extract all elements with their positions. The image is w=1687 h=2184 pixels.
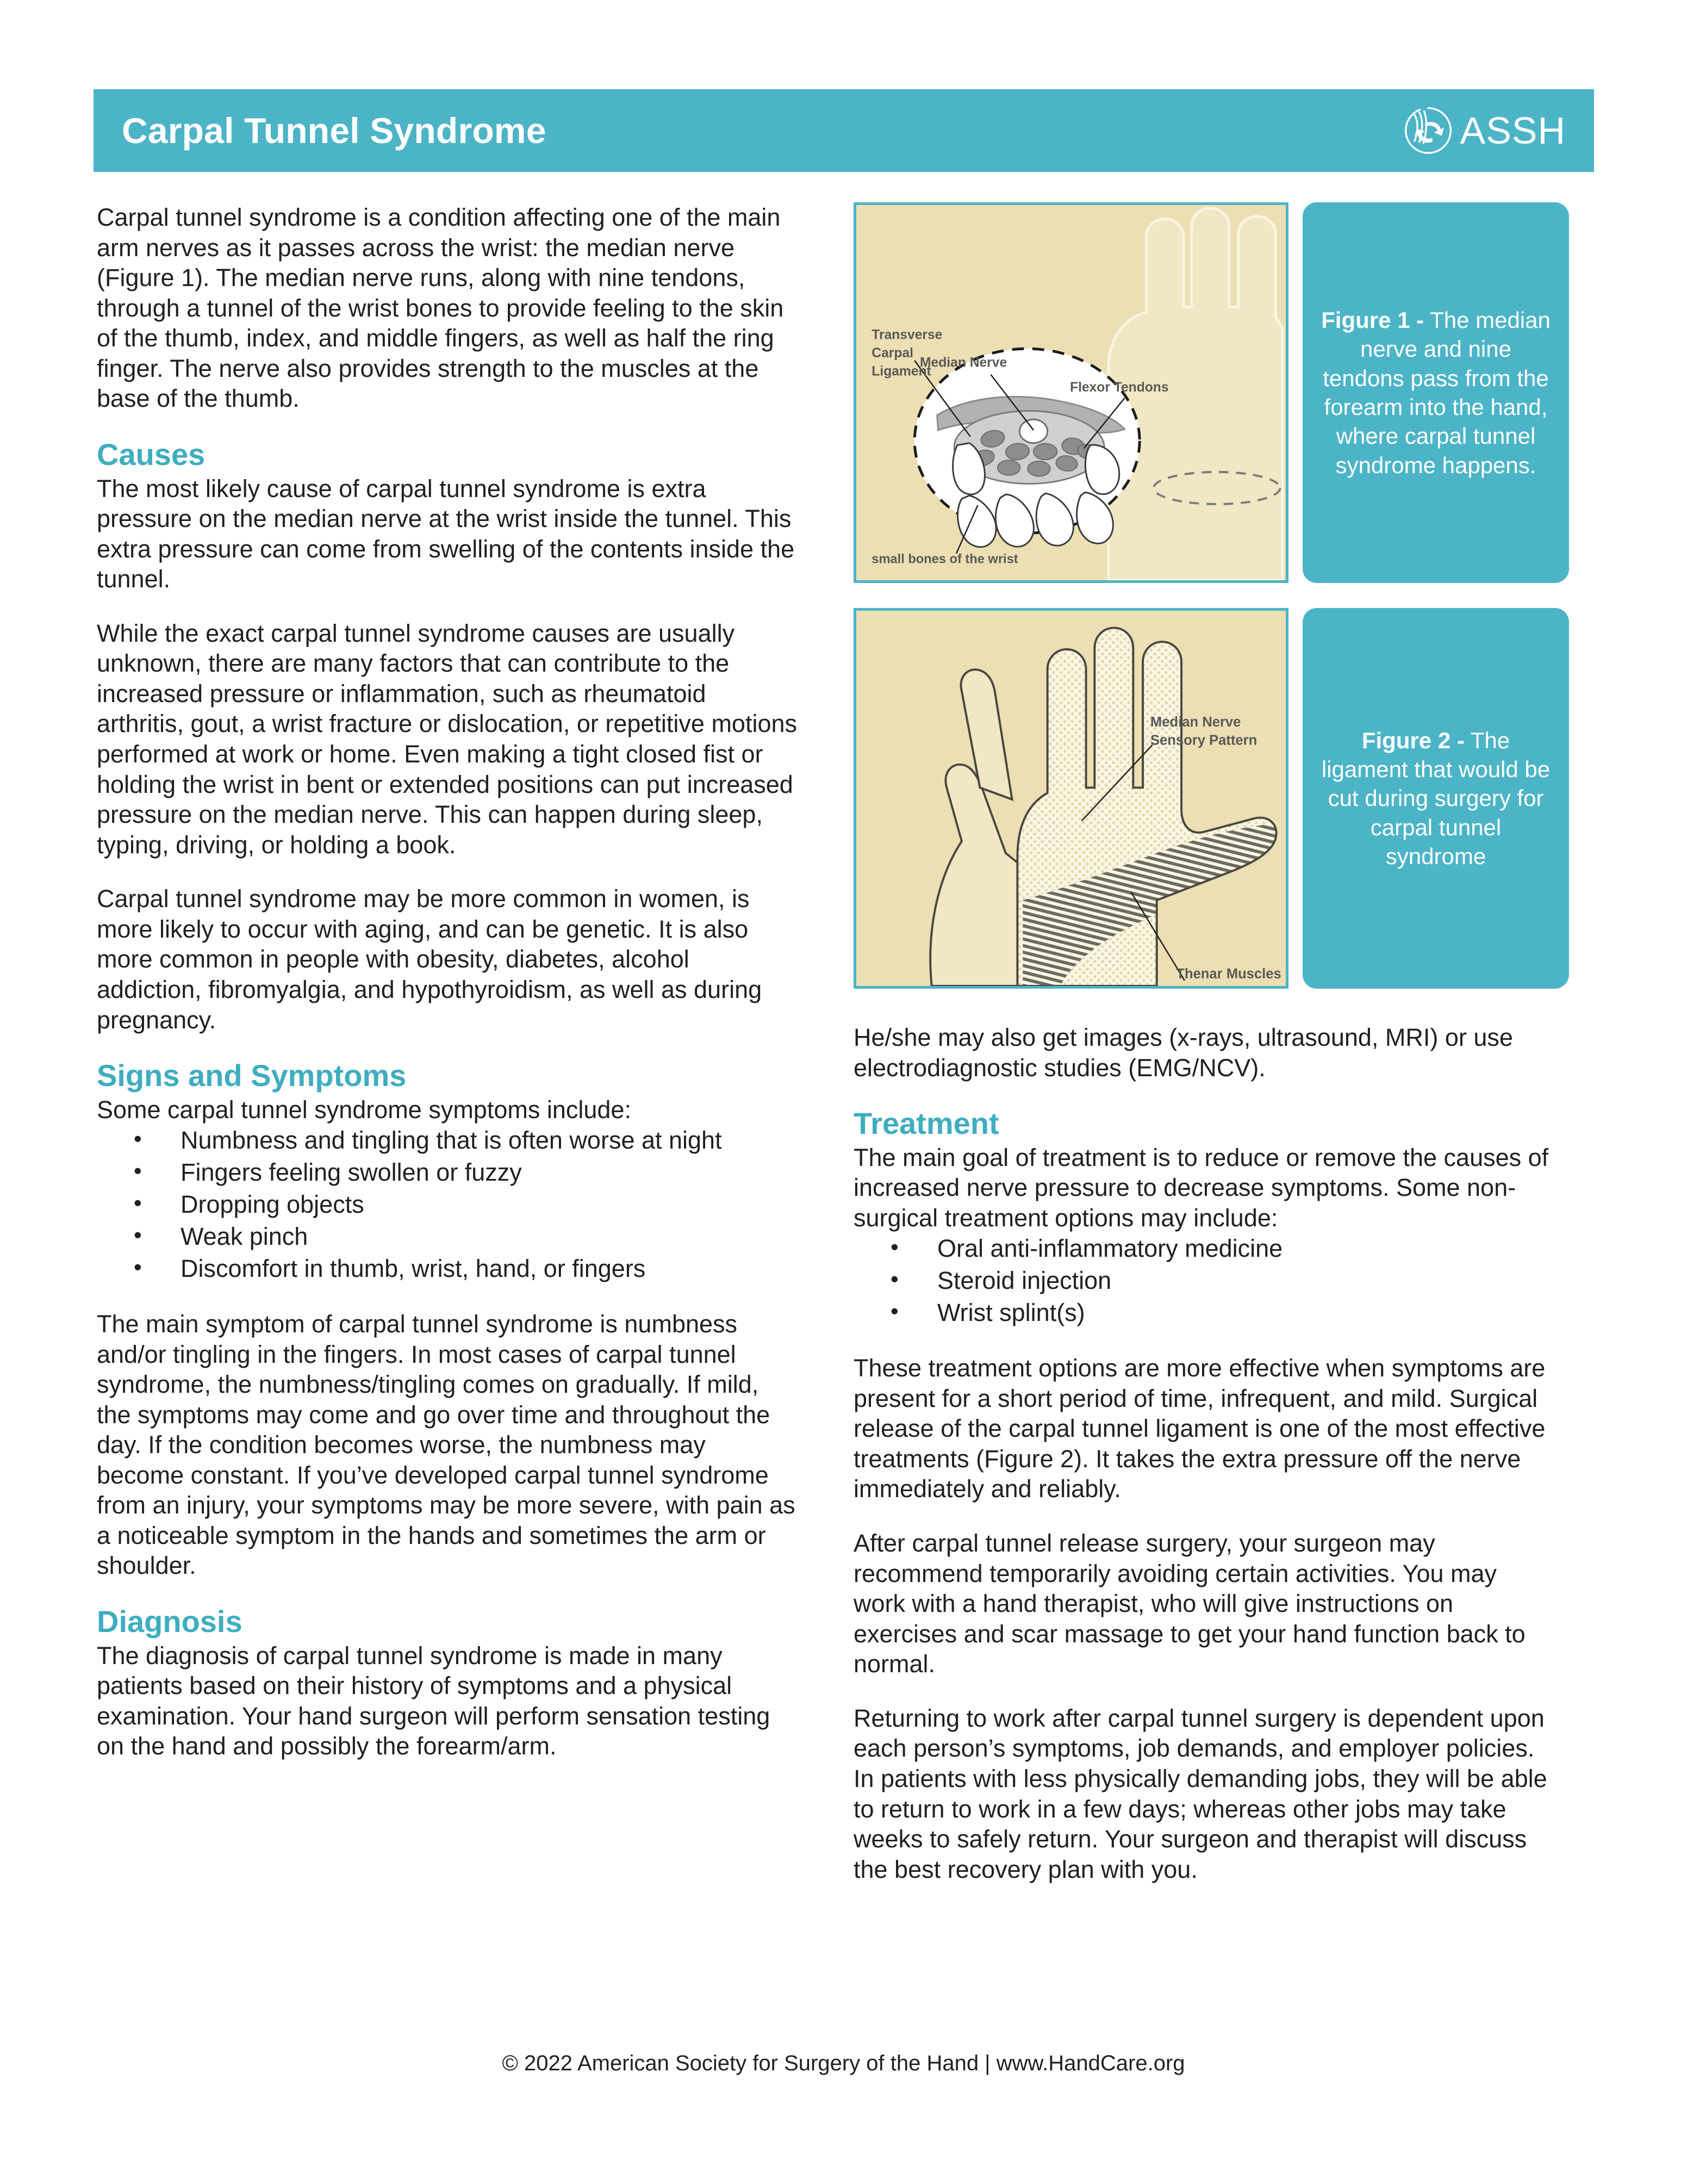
figure-1-label-small-bones: small bones of the wrist	[871, 552, 1018, 567]
treatment-paragraph-2: These treatment options are more effective when symptoms are present for a short period of time, infrequent, and mild. Surgical release of the carpal tunnel ligament is one of the most effective treatments (Figure 2). It takes the extra pressure off the nerve immediately and reliably.	[854, 1354, 1546, 1503]
carpal-tunnel-cross-section-diagram	[856, 205, 1286, 580]
figure-1-caption-text: The median nerve and nine tendons pass from the forearm into the hand, where carpal tunnel syndrome happens.	[1323, 307, 1551, 478]
list-item: • Numbness and tingling that is often worse at night	[97, 1125, 798, 1157]
causes-paragraph-2: While the exact carpal tunnel syndrome causes are usually unknown, there are many factors that can contribute to the increased pressure or inflammation, such as rheumatoid arthritis, gout, a wrist fracture or dislocation, or repetitive motions performed at work or home. Even making a tight closed fist or holding the wrist in bent or extended positions can put increased pressure on the median nerve. This can happen during sleep, typing, driving, or holding a book.	[97, 619, 798, 859]
list-item: • Oral anti-inflammatory medicine	[854, 1233, 1555, 1265]
heading-diagnosis: Diagnosis	[97, 1604, 242, 1639]
symptoms-paragraph: The main symptom of carpal tunnel syndrome is numbness and/or tingling in the fingers. In most cases of carpal tunnel syndrome, the numbness/tingling comes on gradually. If mild, the symptoms may come and go over time and throughout the day. If the condition becomes worse, the numbness may become constant. If you’ve developed carpal tunnel syndrome from an injury, your symptoms may be more severe, with pain as a noticeable symptom in the hands and sometimes the arm or shoulder.	[97, 1310, 795, 1580]
figure-2-caption-label: Figure 2 -	[1361, 727, 1465, 753]
treatment-paragraph-3: After carpal tunnel release surgery, your surgeon may recommend temporarily avoiding certain activities. You may work with a hand therapist, who will give instructions on exercises and scar massage to get your hand function back to normal.	[854, 1529, 1526, 1678]
causes-paragraph-1: The most likely cause of carpal tunnel syndrome is extra pressure on the median nerve at the wrist inside the tunnel. This extra pressure can come from swelling of the contents inside the tunnel.	[97, 474, 795, 593]
figure-2-label-median-nerve-line2: Sensory Pattern	[1150, 733, 1258, 748]
figure-1-label-transverse-line3: Ligament	[871, 364, 931, 379]
diagnosis-paragraph: The diagnosis of carpal tunnel syndrome is made in many patients based on their history of symptoms and a physical examination. Your hand surgeon will perform sensation testing on the hand and possibly the forearm/arm.	[97, 1641, 770, 1760]
figure-1-row	[854, 202, 1569, 583]
causes-paragraph-3: Carpal tunnel syndrome may be more common in women, is more likely to occur with aging, and can be genetic. It is also more common in people with obesity, diabetes, alcohol addiction, fibromyalgia, and hypothyroidism, as well as during pregnancy.	[97, 885, 762, 1034]
figure-2-label-median-nerve-line1: Median Nerve	[1150, 714, 1241, 730]
figure-2-row	[854, 608, 1569, 989]
figure-1-label-flexor-tendons: Flexor Tendons	[1070, 380, 1169, 395]
symptoms-list	[97, 1125, 798, 1285]
assh-logo	[1402, 104, 1566, 157]
diagnosis-continued-paragraph: He/she may also get images (x-rays, ultrasound, MRI) or use electrodiagnostic studies (EMG/NCV).	[854, 1023, 1513, 1082]
figure-1-label-median-nerve: Median Nerve	[920, 355, 1007, 370]
right-column	[854, 1022, 1555, 1908]
left-column	[97, 202, 798, 1785]
heading-signs-and-symptoms: Signs and Symptoms	[97, 1058, 407, 1093]
list-item: • Discomfort in thumb, wrist, hand, or fingers	[97, 1253, 798, 1285]
heading-causes: Causes	[97, 437, 206, 471]
page-header	[94, 89, 1594, 172]
symptoms-lead: Some carpal tunnel syndrome symptoms include:	[97, 1095, 631, 1124]
list-item: • Steroid injection	[854, 1265, 1555, 1297]
page-footer: © 2022 American Society for Surgery of the Hand | www.HandCare.org	[502, 2051, 1185, 2075]
figure-2-caption-text: The ligament that would be cut during surgery for carpal tunnel syndrome	[1321, 727, 1551, 869]
median-nerve-sensory-pattern-diagram	[856, 611, 1286, 986]
treatment-list	[854, 1233, 1555, 1329]
figure-2-caption	[1303, 608, 1569, 989]
assh-swirl-icon	[1402, 104, 1454, 157]
list-item: • Weak pinch	[97, 1221, 798, 1253]
intro-paragraph: Carpal tunnel syndrome is a condition affecting one of the main arm nerves as it passes across the wrist: the median nerve (Figure 1). The median nerve runs, along with nine tendons, through a tunnel of the wrist bones to provide feeling to the skin of the thumb, index, and middle fingers, as well as half the ring finger. The nerve also provides strength to the muscles at the base of the thumb.	[97, 203, 784, 413]
treatment-paragraph-4: Returning to work after carpal tunnel surgery is dependent upon each person’s symptoms, job demands, and employer policies. In patients with less physically demanding jobs, they will be able to return to work in a few days; whereas other jobs may take weeks to safely return. Your surgeon and therapist will discuss the best recovery plan with you.	[854, 1704, 1547, 1883]
treatment-lead: The main goal of treatment is to reduce or remove the causes of increased nerve pressure to decrease symptoms. Some non-surgical treatment options may include:	[854, 1143, 1549, 1232]
assh-logo-text: ASSH	[1460, 109, 1566, 152]
list-item: • Wrist splint(s)	[854, 1297, 1555, 1329]
figure-1-label-transverse-line2: Carpal	[871, 345, 913, 361]
figure-1-label-transverse-line1: Transverse	[871, 327, 943, 343]
list-item: • Fingers feeling swollen or fuzzy	[97, 1157, 798, 1189]
list-item: • Dropping objects	[97, 1189, 798, 1221]
figure-1-illustration	[854, 202, 1288, 583]
page-title: Carpal Tunnel Syndrome	[122, 110, 546, 151]
figure-1-caption-label: Figure 1 -	[1321, 307, 1424, 333]
figure-1-caption	[1303, 202, 1569, 583]
figure-2-illustration	[854, 608, 1288, 989]
heading-treatment: Treatment	[854, 1106, 999, 1141]
figure-2-label-thenar-muscles: Thenar Muscles	[1176, 966, 1281, 982]
